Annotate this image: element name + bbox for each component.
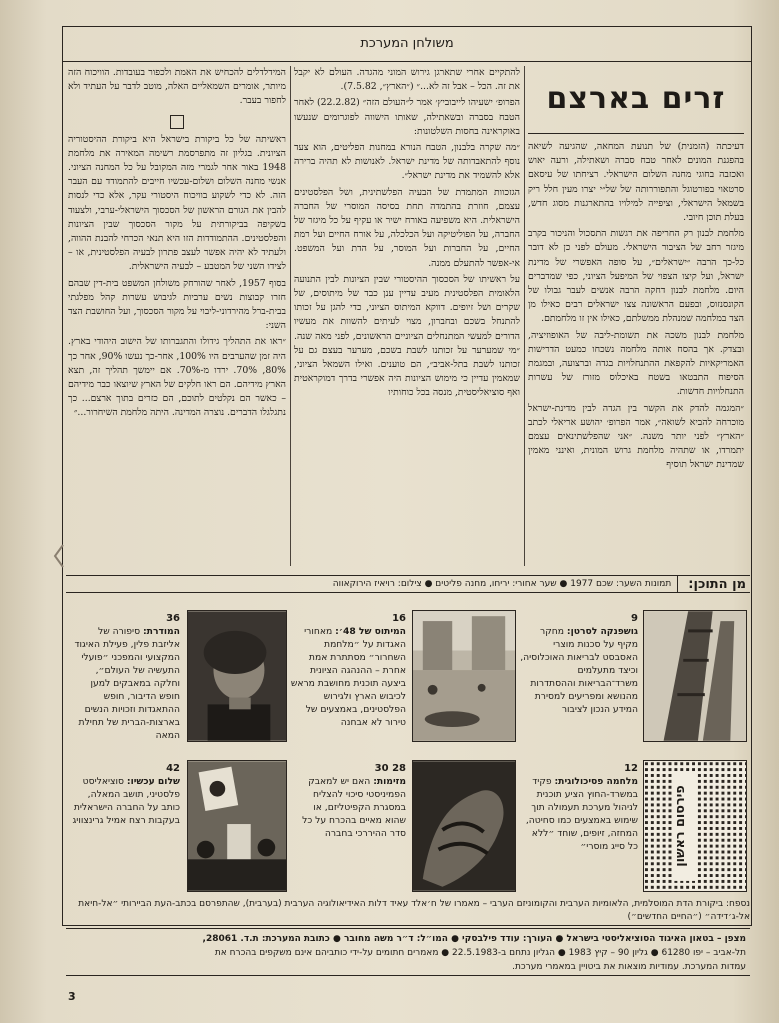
street-photo [412,610,516,742]
colophon-line: עמדות המערכת. עמודיות מוצאות את ביטויין במאמרי מערכת. [512,962,746,972]
paragraph: מלחמת לבנון משכה את תשומת-ליבה של האופוזיציה, ובצדק. אך בהסח אותה מלחמה נשכחו כמעט הדרישות האמריקאיות להקפאת ההתנחלויות בגדה וברצועה, ובמגמת הסיפוח התבטאו בשטח באיכלוס מזורז של עשרות התנחלויות חדשות. [528,329,744,398]
toc-entry[interactable] [294,762,406,840]
paragraph: ״ראו את התהליך גידולו והתגברותו של הישוב היהודי בארץ. היה זמן שהערבים היו 100%, אחר-כך נעשו 90%, אחר כך 80%, 70%. ירדו מ-70%. אם יימשך תהליך זה, תצא הארץ מידיהם. הם ראו חלקים של הארץ שיוצאו כבר מידיהם – כאשר הם נקלטים לתוכם, הם כזרים בתוך ארצם... כך נתגלגלו הדברים. נוצרה המדינה. היתה מלחמת השיחרור...״ [68,336,286,419]
toc-page-number: 42 [166,763,180,774]
paragraph: על ראשיתו של הסכסוך ההיסטורי שבין הציונות לבין התנועה הלאומית הפלסטינית מעיב עדיין ענן כבד של מיתוסים, של שקרים ושל זיופים. דווקא המיתוס הציוני, כדי להגן על זכותו להתנחל בשכם ובחברון, מצוי לעיתים להשוות את מעשיו הדורים למעשי המתנחלים הציוניים הראשונים, לפני מאה שנה. ״מי שמערער על זכותנו לשבת בשכם, מערער בעצם גם על זכותנו לשבת בתל-אביב״, הם טוענים. ואילו השמאל הציוני, שמאמין עדיין כי מימוש הציונות היה אפשרי בדרך דמוקראטית ואף סוציאליסטית, מנסה בכל כוחותיו [294,273,520,399]
poster-text: פירסום ראשון [673,785,689,867]
toc-page-number: 28 30 [374,763,406,774]
paragraph: ״המגמה להדק את הקשר בין הגדה לבין מדינת-ישראל מוכרחה להביא לשואה״, אמר הפרופ׳ יהושע אריאלי לכתב ״הארץ״ לפני יותר משנה. ״אני שהפלשתינאים עצמם יתמרדו, או שתהיה מלחמת גרוש המונית, ואינני מאמין שמדינת ישראל תוסיף [528,402,744,471]
toc-description: מחקר מקיף על סכנות מוצרי האסבסט לבריאות האוכלוסיה, וכיצד מתעלמים משרד־הבריאות וההסתדרות מהנושא ומפריעים למסירת המידע הנכון לציבור [520,626,638,715]
section-break-box [170,115,184,129]
industrial-photo [643,610,747,742]
toc-page-number: 9 [631,613,638,624]
poster-image [643,760,747,892]
toc-entry[interactable] [68,612,180,742]
paragraph: להתקיים אחרי שתארגן גירוש המוני מהגדה. העולם לא יקבל את זה. הכל – אבל זה לא...״ (״הארץ״, 7.5.82). [294,67,520,93]
paragraph: מלחמת לבנון רק החריפה את רגשות התסכול והניכור בקרב מיגזר רחב של הציבור הישראלי. מעולם לפני כן לא דובר כל-כך הרבה ״ישראלים״, על סופה האפשרי של מדינת ישראל, ועל קיצו הצפוי של המיפעל הציוני, כפי שמדברים היום. מלחמת לבנון דחקה הרבה אנשים לעבר גבולו של הקונסנזוס, ובפעם הראשונה צצו ישראלים רבים כאילו מן הצד במלחמה שמנהלת ממשלתם, כאילו אין זו מלחמתם. [528,228,744,325]
column-middle [294,66,520,566]
toc-title: שלום עכשיו: [126,776,180,787]
column-divider [524,66,525,566]
toc-label: מן התוכן: [677,576,746,593]
appendix-note: נספח: ביקורת הדת המוסלמית, הלאומיות הערבית והקומוניזם הערבי – מאמרו של ח׳אלד עאיד דלות האידיאולוגיה הערבית (בערבית), שהתפרסם בכתב-העת הביירותי ״אל-חיאת אל-ג׳דידה״ (״החיים החדשים״) [78,899,750,922]
column-left [68,66,286,566]
demonstration-photo [187,760,287,892]
toc-description: האם יש למאבק הפמיניסטי סיכוי להצליח במסגרת הקפיטליזם, או שהוא מאיים בהכרח על כל סדר ההיררכי בחברה [302,776,406,839]
toc-title: מזימות: [373,776,406,787]
caption-bar [66,575,750,593]
page-header: משולחן המערכת [62,26,752,62]
toc-title: המיתוס של 48׳: [335,626,406,637]
column-right [528,66,744,566]
portrait-photo [187,610,287,742]
photo-credits: תמונות השער: שכם 1977 ● שער אחורי: יריחו, מחנה פליטים ● צילום: רויאיז הירוקאווה [332,578,672,589]
toc-entry[interactable] [290,612,406,729]
toc-page-number: 12 [624,763,638,774]
toc-title: המודרת: [143,626,180,637]
toc-page-number: 16 [392,613,406,624]
column-divider [290,66,291,566]
colophon-line: תל-אביב – יפו 61280 ● גליון 90 – קיץ 1983 ● הגליון נתחם ב-22.5.1983 ● מאמרים חתומים על-ידי כותביהם אינם משקפים בהכרח את [214,948,746,958]
paragraph: דעיכתה (הזמנית) של תנועת המחאה, שהגיעה לשיאה בהפגנת המונים לאחר טבח סברה ושאתילה, ורעה יאוש ואכזבה בחוגי מחנה השלום הישראלי. רציחתו של עיסאם סרטאוי בפורטוגל והתפוררותה של של״י יצרו מעין חלל ריק בשמאל הישראלי, וציפייה למילויו בהתארגנות מסוג חדש, בעלת תוכן חיובי. [528,141,744,224]
toc-description: מאחורי האגדות על ״מלחמת השחרור״ מסתתרת אמת אחרת – ההנהגה הציונית ביצעה תוכנית מחושבת מראש לכיבוש הארץ ולגירוש הפלסטינים, באמצעים של טירור לא אבחנה [290,626,406,728]
hands-photo [412,760,516,892]
page-number: 3 [68,990,76,1003]
chevron-left-icon[interactable] [52,543,66,569]
paragraph: ״מה שקרה בלבנון, הטבח הנורא במחנות הפליטים, הוא צעד נוסף להתאבדותה של מדינת ישראל. לאנושות לא תהיה ברירה אלא להשמיד את מדינת ישראל״. [294,142,520,182]
toc-page-number: 36 [166,613,180,624]
toc-entry[interactable] [68,762,180,827]
toc-description: סוציאליסט פלסטיני, תושב המאלה, כותב על החברה הישראלית בעקבות רצח אמיל גרינצוויג [72,776,180,826]
paragraph: הגזכוות המתמדת של הבעיה הפלשתינית, ושל הפלסטינים עצמם, חוזרת בהתמדה תחת בסיסה המוסרי של החברה הישראלית. היא משפיעה באורח ישיר או עקיף על כל מיגזר של החברה, על הפוליטיקה ועל הכלכלה, על אורח החיים ועל רמת החיים, על החברות ועל המוסר, על הדת ועל המשפט. אי-אפשר להתעלם ממנה. [294,186,520,269]
paragraph: ראשיתה של כל ביקורת בישראל היא ביקורת ההיסטוריה הציונית. בגליון זה מתפרסמת רשימה המאירה את מלחמת 1948 באור אחר לגמרי מזה המקובל על כל המחנה הציוני. אנשי מחנה השלום ושלום-עכשיו חייבים להתמודד עם העבר הזה. לא כדי לשקוע בוויכוח היסטורי עקר, אלא כדי לנסות להבין את הגורם הראשון של הסכסוך הישראלי-ערבי, ולצעוד בשקיפה בביקורתית על מקור הסכסוך שבין הציונות והפלסטינים. ההתמודדות הזו היא תנאי הכרחי להבנת ההווה, ולעתיד לא יהיה אפשר לעצב פתרון לבעיה הפלסטינית, או – לצידו השני של המטבע – לבעיה הישראלית. [68,133,286,273]
colophon [66,928,750,976]
toc-title: גושפנקה לסרטן: [566,626,638,637]
toc-entry[interactable] [524,762,638,853]
toc-title: מלחמה פסיכולוגית: [554,776,638,787]
toc-description: פקיד במשרד-החוץ הציע תוכנית לניהול מערכת תעמולה תוך שימוש באמצעים כמו סחיטה, המחזה, זיופים, שוחד ״ללא כל סייג מוסרי״ [525,776,638,852]
paragraph: הפרופ׳ ישעיהו לייבוביץ׳ אמר ל״העולם הזה״ (22.2.82) לאחר הטבח בסברה ובשאתילה, שאותו הישווה לפוגרומים שנעשו באוקראינה בחסות השלטונות: [294,97,520,137]
toc-entry[interactable] [520,612,638,716]
paragraph: המידלדלים להכחיש את האמת ולכפור בעובדות. הוויכוח הזה מיותר, אומרים השמאליים האלה, מוטב לדבר על העתיד ולא לחפור בעבר. [68,67,286,107]
paragraph: בסוף 1957, לאחר שהורחק משולחן המשפט בית-דין שבהם חזרו קבוצות נשים ערביות לגיבוש עשרות קהל מפלגתי בבית-ברל מהירדוני-ליבוי על מקור הסכסוך, ועל החושבת הצד השני: [68,277,286,332]
article-title: זרים בארצם [528,66,744,134]
colophon-line: מצפן – בטאון האיגוד הסוציאליסטי בישראל ● העורך: עודד פילבסקי ● המו״ל: ד״ר משה מחובר ● כתובת המערכת: ת.ד. 28061, [202,934,746,944]
toc-description: סיפורה של אליזבת פלין, פעילת האיגוד המקצועי והמפכני ״פועלי התעשיה של העולם״, וחלקה במאבקים למען חופש הדיבור, חופש ההתאגדות וזכויות הנשים בארצות-הברית של תחילת המאה [74,626,180,741]
